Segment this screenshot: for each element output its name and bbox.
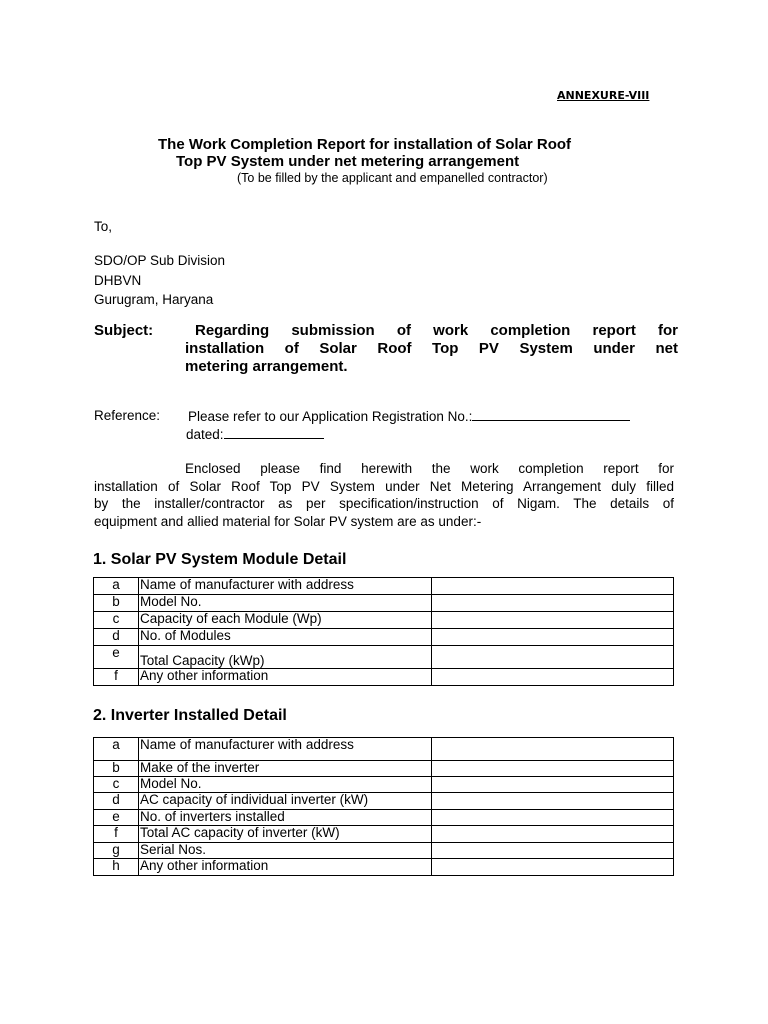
row-label: Any other information [139, 859, 432, 876]
reference-dated [186, 426, 324, 442]
intro-paragraph [94, 460, 674, 530]
row-label: No. of Modules [139, 629, 432, 646]
row-key: b [94, 761, 139, 777]
address-line3: Gurugram, Haryana [94, 292, 214, 307]
reference-text [188, 408, 630, 424]
row-label: Serial Nos. [139, 843, 432, 859]
row-key: g [94, 843, 139, 859]
dated-blank[interactable] [224, 426, 324, 439]
row-label: Name of manufacturer with address [139, 578, 432, 595]
report-title-line1: The Work Completion Report for installation of Solar Roof [158, 136, 572, 153]
row-value-cell[interactable] [432, 826, 674, 843]
row-key: b [94, 595, 139, 612]
table-row [94, 777, 674, 793]
paragraph-line2: installation of Solar Roof Top PV System under Net Metering Arrangement duly filled [94, 478, 674, 494]
section1-heading: 1. Solar PV System Module Detail [93, 551, 347, 568]
paragraph-line4: equipment and allied material for Solar PV system are as under:- [94, 513, 482, 529]
table-row [94, 810, 674, 826]
row-value-cell[interactable] [432, 777, 674, 793]
row-key: d [94, 629, 139, 646]
table-row [94, 646, 674, 669]
row-value-cell[interactable] [432, 578, 674, 595]
row-key: a [94, 578, 139, 595]
inverter-detail-table [93, 737, 674, 876]
section2-heading: 2. Inverter Installed Detail [93, 707, 287, 724]
address-line2: DHBVN [94, 273, 142, 288]
row-key: a [94, 738, 139, 761]
subject-line3: metering arrangement. [185, 358, 348, 375]
table-row [94, 595, 674, 612]
row-label: Make of the inverter [139, 761, 432, 777]
row-key: h [94, 859, 139, 876]
address-to: To, [94, 219, 113, 234]
row-label: No. of inverters installed [139, 810, 432, 826]
table-row [94, 578, 674, 595]
table-row [94, 826, 674, 843]
report-subtitle: (To be filled by the applicant and empanelled contractor) [237, 171, 548, 185]
row-value-cell[interactable] [432, 859, 674, 876]
row-key: e [94, 810, 139, 826]
table-row [94, 612, 674, 629]
row-label: Model No. [139, 595, 432, 612]
row-value-cell[interactable] [432, 646, 674, 669]
row-label: Total Capacity (kWp) [139, 646, 432, 669]
row-value-cell[interactable] [432, 810, 674, 826]
row-key: f [94, 826, 139, 843]
row-value-cell[interactable] [432, 612, 674, 629]
table-row [94, 669, 674, 686]
paragraph-line3: by the installer/contractor as per specification/instruction of Nigam. The details of [94, 496, 674, 511]
row-label: Any other information [139, 669, 432, 686]
row-value-cell[interactable] [432, 738, 674, 761]
row-label: Name of manufacturer with address [139, 738, 432, 761]
table-row [94, 629, 674, 646]
module-detail-table [93, 577, 674, 686]
subject-line2: installation of Solar Roof Top PV System under net [185, 340, 678, 357]
reference-label: Reference: [94, 408, 161, 423]
row-value-cell[interactable] [432, 793, 674, 810]
table-row [94, 793, 674, 810]
table-row [94, 843, 674, 859]
row-value-cell[interactable] [432, 843, 674, 859]
row-key: d [94, 793, 139, 810]
row-value-cell[interactable] [432, 669, 674, 686]
row-value-cell[interactable] [432, 629, 674, 646]
annexure-label: ANNEXURE-VIII [557, 89, 650, 102]
row-label: Model No. [139, 777, 432, 793]
dated-label: dated: [186, 427, 224, 442]
table-row [94, 761, 674, 777]
subject-line1: Regarding submission of work completion report for [195, 322, 678, 339]
table-row [94, 859, 674, 876]
registration-no-blank[interactable] [472, 408, 630, 421]
row-key: c [94, 777, 139, 793]
row-key: f [94, 669, 139, 686]
subject-label: Subject: [94, 322, 154, 339]
row-key: c [94, 612, 139, 629]
row-label: Capacity of each Module (Wp) [139, 612, 432, 629]
row-key: e [94, 646, 139, 669]
row-value-cell[interactable] [432, 595, 674, 612]
row-value-cell[interactable] [432, 761, 674, 777]
subject-text [185, 322, 678, 376]
row-label: AC capacity of individual inverter (kW) [139, 793, 432, 810]
paragraph-line1: Enclosed please find herewith the work completion report for [185, 461, 674, 476]
row-label: Total AC capacity of inverter (kW) [139, 826, 432, 843]
report-title-line2: Top PV System under net metering arrangement [176, 153, 520, 170]
address-line1: SDO/OP Sub Division [94, 253, 226, 268]
reference-registration-text: Please refer to our Application Registration No.: [188, 409, 473, 424]
table-row [94, 738, 674, 761]
